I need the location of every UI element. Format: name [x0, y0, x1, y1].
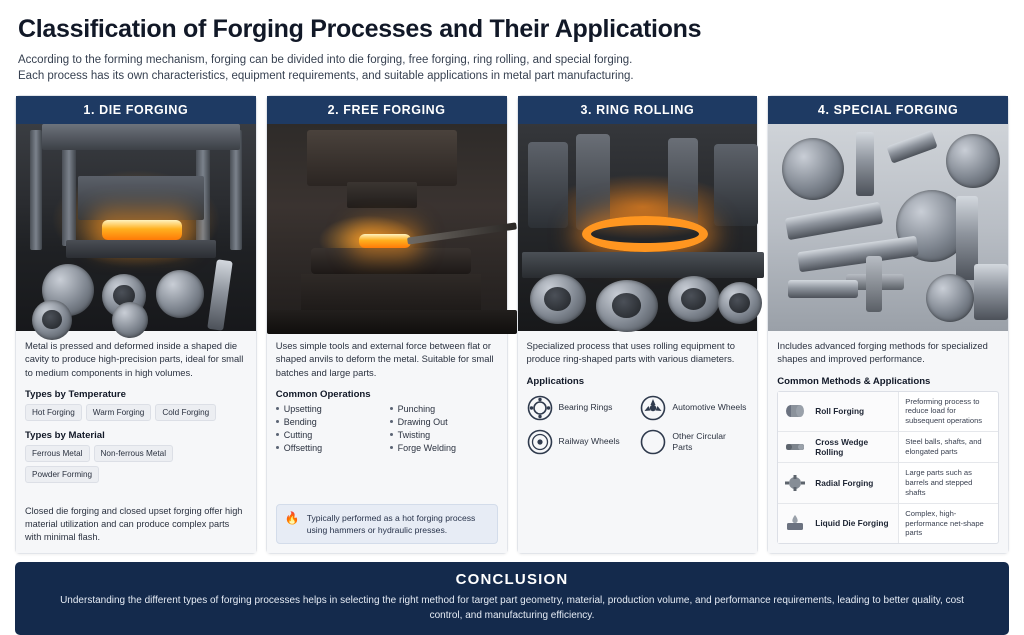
roll-forging-icon	[778, 392, 812, 432]
conclusion-banner	[15, 562, 1009, 635]
bullet-icon	[390, 446, 393, 449]
operation-label: Upsetting	[283, 403, 322, 414]
material-type-chips	[25, 445, 247, 483]
operation-label: Punching	[397, 403, 436, 414]
table-row[interactable]	[778, 504, 998, 544]
radial-forging-icon	[778, 463, 812, 503]
list-item	[276, 430, 384, 440]
conclusion-line-2: to better quality, cost control, and manufacturing efficiency.	[429, 595, 964, 622]
card-special-forging[interactable]	[767, 95, 1009, 554]
operations-list	[276, 404, 498, 453]
application-label: Bearing Rings	[558, 402, 613, 413]
card-1-header: 1. DIE FORGING	[16, 96, 256, 124]
bullet-icon	[276, 446, 279, 449]
bullet-icon	[390, 420, 393, 423]
card-2-description: Uses simple tools and external force between flat or shaped anvils to deform the metal. Suitable for small batches and large parts.	[275, 339, 494, 378]
list-item	[276, 404, 384, 414]
page-title: Classification of Forging Processes and Their Applications	[18, 15, 702, 43]
operation-label: Forge Welding	[397, 442, 456, 453]
hot-forging-callout	[276, 504, 498, 544]
conclusion-line-1: Understanding the different types of forging processes helps in selecting the right method for target part geometry, material, production volume, and performance requirements, leading	[60, 595, 870, 607]
method-name: Roll Forging	[812, 392, 898, 432]
method-name: Liquid Die Forging	[812, 504, 898, 544]
card-4-header: 4. SPECIAL FORGING	[768, 96, 1008, 124]
conclusion-text	[55, 593, 969, 623]
cards-row	[12, 95, 1012, 554]
card-2-header: 2. FREE FORGING	[267, 96, 507, 124]
flame-icon: 🔥	[284, 511, 300, 526]
chip-warm-forging[interactable]: Warm Forging	[86, 404, 152, 421]
subtitle-line-2: Each process has its own characteristics, equipment requirements, and suitable applications in metal part manufacturing.	[18, 70, 634, 83]
card-3-header: 3. RING ROLLING	[518, 96, 758, 124]
method-description: Large parts such as barrels and stepped shafts	[898, 463, 998, 503]
card-4-body	[768, 331, 1008, 553]
method-description: Steel balls, shafts, and elongated parts	[898, 432, 998, 462]
circle-icon	[640, 429, 666, 455]
methods-table	[777, 391, 999, 545]
list-item	[390, 430, 498, 440]
card-1-photo	[16, 124, 256, 331]
card-2-body	[267, 331, 507, 553]
callout-line-1: Typically performed as a hot forging process	[306, 513, 476, 524]
card-1-description: Metal is pressed and deformed inside a shaped die cavity to produce high-precision parts, ideal for small to medium components in high volumes.	[25, 339, 244, 378]
card-3-section-applications: Applications	[526, 375, 585, 387]
list-item	[276, 417, 384, 427]
cross-wedge-icon	[778, 432, 812, 462]
list-item	[276, 443, 384, 453]
operation-label: Twisting	[397, 429, 431, 440]
card-1-note: Closed die forging and closed upset forging offer high material utilization and can produce complex parts with minimal flash.	[25, 506, 243, 543]
method-description: Preforming process to reduce load for subsequent operations	[898, 392, 998, 432]
card-free-forging[interactable]	[266, 95, 508, 554]
method-name: Radial Forging	[812, 463, 898, 503]
callout-line-2: using hammers or hydraulic presses.	[306, 525, 448, 536]
list-item	[390, 443, 498, 453]
application-label: Other Circular Parts	[672, 431, 726, 452]
application-other-circular-parts	[640, 429, 748, 455]
card-1-body	[16, 331, 256, 553]
wheel-icon	[640, 395, 666, 421]
card-1-section-material: Types by Material	[25, 429, 105, 441]
card-3-photo	[518, 124, 758, 331]
liquid-die-icon	[778, 504, 812, 544]
table-row[interactable]	[778, 463, 998, 504]
card-4-description: Includes advanced forging methods for specialized shapes and improved performance.	[777, 339, 988, 365]
chip-non-ferrous-metal[interactable]: Non-ferrous Metal	[94, 445, 174, 462]
railway-wheel-icon	[527, 429, 553, 455]
operation-label: Cutting	[283, 429, 313, 440]
bullet-icon	[276, 420, 279, 423]
list-item	[390, 417, 498, 427]
applications-grid	[527, 395, 749, 455]
bullet-icon	[390, 407, 393, 410]
table-row[interactable]	[778, 392, 998, 433]
card-4-section-methods: Common Methods & Applications	[777, 375, 931, 387]
card-1-section-temperature: Types by Temperature	[25, 388, 126, 400]
application-automotive-wheels	[640, 395, 748, 421]
chip-hot-forging[interactable]: Hot Forging	[25, 404, 82, 421]
operation-label: Drawing Out	[397, 416, 448, 427]
application-railway-wheels	[527, 429, 635, 455]
application-bearing-rings	[527, 395, 635, 421]
chip-powder-forming[interactable]: Powder Forming	[25, 466, 99, 483]
card-2-section-operations: Common Operations	[275, 388, 371, 400]
card-3-body	[518, 331, 758, 553]
card-3-description: Specialized process that uses rolling equipment to produce ring-shaped parts with various diameters.	[526, 339, 735, 365]
conclusion-title: CONCLUSION	[455, 571, 569, 589]
subtitle-line-1: According to the forming mechanism, forging can be divided into die forging, free forging, ring rolling, and special forging.	[18, 53, 633, 66]
card-die-forging[interactable]	[15, 95, 257, 554]
bearing-ring-icon	[527, 395, 553, 421]
method-description: Complex, high-performance net-shape parts	[898, 504, 998, 544]
page-subtitle	[18, 52, 918, 85]
bullet-icon	[390, 433, 393, 436]
application-label: Automotive Wheels	[672, 402, 747, 413]
card-4-photo	[768, 124, 1008, 331]
temperature-type-chips	[25, 404, 247, 421]
bullet-icon	[276, 433, 279, 436]
card-2-photo	[267, 124, 507, 331]
chip-ferrous-metal[interactable]: Ferrous Metal	[25, 445, 90, 462]
operation-label: Offsetting	[283, 442, 323, 453]
operation-label: Bending	[283, 416, 317, 427]
method-name: Cross Wedge Rolling	[812, 432, 898, 462]
chip-cold-forging[interactable]: Cold Forging	[155, 404, 216, 421]
card-ring-rolling[interactable]	[517, 95, 759, 554]
table-row[interactable]	[778, 432, 998, 463]
bullet-icon	[276, 407, 279, 410]
application-label: Railway Wheels	[558, 436, 620, 447]
list-item	[390, 404, 498, 414]
